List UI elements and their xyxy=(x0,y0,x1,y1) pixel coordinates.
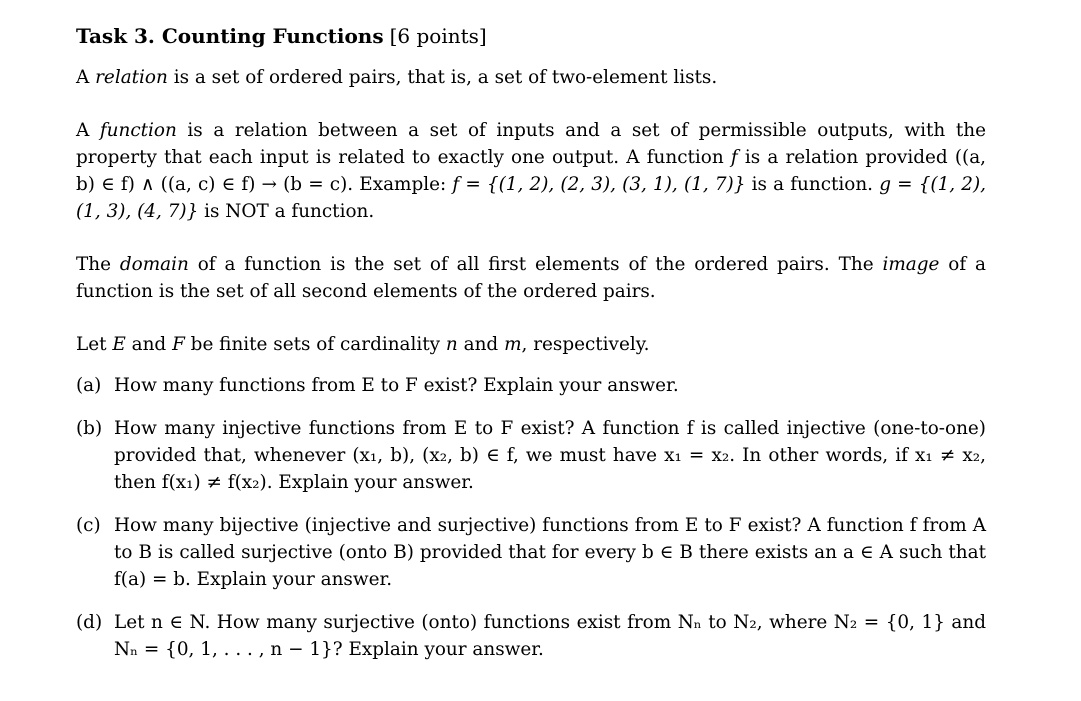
question-item xyxy=(76,609,986,663)
setup-paragraph xyxy=(76,331,986,358)
text-run: , respectively. xyxy=(521,334,650,355)
text-run: Let xyxy=(76,334,113,355)
task-document xyxy=(76,22,986,679)
question-text: Let n ∈ N. How many surjective (onto) functions exist from Nₙ to N₂, where N₂ = {0, 1} and Nₙ = {0, 1, . . . , n − 1}? Explain your answer. xyxy=(114,612,986,660)
math-var: n xyxy=(445,334,458,355)
math-var: f xyxy=(730,147,738,168)
math-var: F xyxy=(172,334,185,355)
text-run: and xyxy=(457,334,505,355)
text-run: is NOT a function. xyxy=(198,201,375,222)
text-run: is a relation provided ((a, b) ∈ f) ∧ ((a, c) ∈ f) → (b = c). Example: xyxy=(76,147,987,195)
term-function: function xyxy=(99,120,177,141)
task-title-main: Task 3. Counting Functions xyxy=(76,24,384,48)
math-var: m xyxy=(504,334,522,355)
example-f: f = {(1, 2), (2, 3), (3, 1), (1, 7)} xyxy=(452,174,746,195)
text-run: is a set of ordered pairs, that is, a set of two-element lists. xyxy=(167,67,718,88)
text-run: of a function is the set of all first elements of the ordered pairs. The xyxy=(188,254,883,275)
text-run: and xyxy=(125,334,173,355)
question-item xyxy=(76,512,986,593)
example-g: g = {(1, 2), (1, 3), (4, 7)} xyxy=(76,174,987,222)
term-image: image xyxy=(882,254,940,275)
domain-paragraph xyxy=(76,251,986,305)
question-label: (b) xyxy=(76,418,103,439)
relation-paragraph xyxy=(76,64,986,91)
text-run: of a function is the set of all second elements of the ordered pairs. xyxy=(76,254,986,302)
text-run: is a relation between a set of inputs and a set of permissible outputs, with the property that each input is related to exactly one output. A function xyxy=(76,120,986,168)
text-run: be finite sets of cardinality xyxy=(184,334,446,355)
question-list xyxy=(76,372,986,663)
question-item xyxy=(76,372,986,399)
question-label: (c) xyxy=(76,515,101,536)
question-item xyxy=(76,415,986,496)
task-points: [6 points] xyxy=(389,24,487,48)
text-run: A xyxy=(76,120,100,141)
term-domain: domain xyxy=(119,254,189,275)
text-run: A xyxy=(76,67,96,88)
question-label: (a) xyxy=(76,375,102,396)
question-text: How many injective functions from E to F exist? A function f is called injective (one-to-one) provided that, whenever (x₁, b), (x₂, b) ∈ f, we must have x₁ = x₂. In other words, if x₁ ≠ x₂, then f(x₁) ≠ f(x₂). Explain your answer. xyxy=(114,418,986,493)
task-title xyxy=(76,22,986,50)
term-relation: relation xyxy=(95,67,168,88)
function-paragraph xyxy=(76,117,986,225)
math-var: E xyxy=(112,334,126,355)
text-run: The xyxy=(76,254,120,275)
question-text: How many bijective (injective and surjective) functions from E to F exist? A function f from A to B is called surjective (onto B) provided that for every b ∈ B there exists an a ∈ A such that f(a) = b. Explain your answer. xyxy=(114,515,986,590)
question-label: (d) xyxy=(76,612,103,633)
text-run: is a function. xyxy=(745,174,880,195)
question-text: How many functions from E to F exist? Explain your answer. xyxy=(114,375,679,396)
